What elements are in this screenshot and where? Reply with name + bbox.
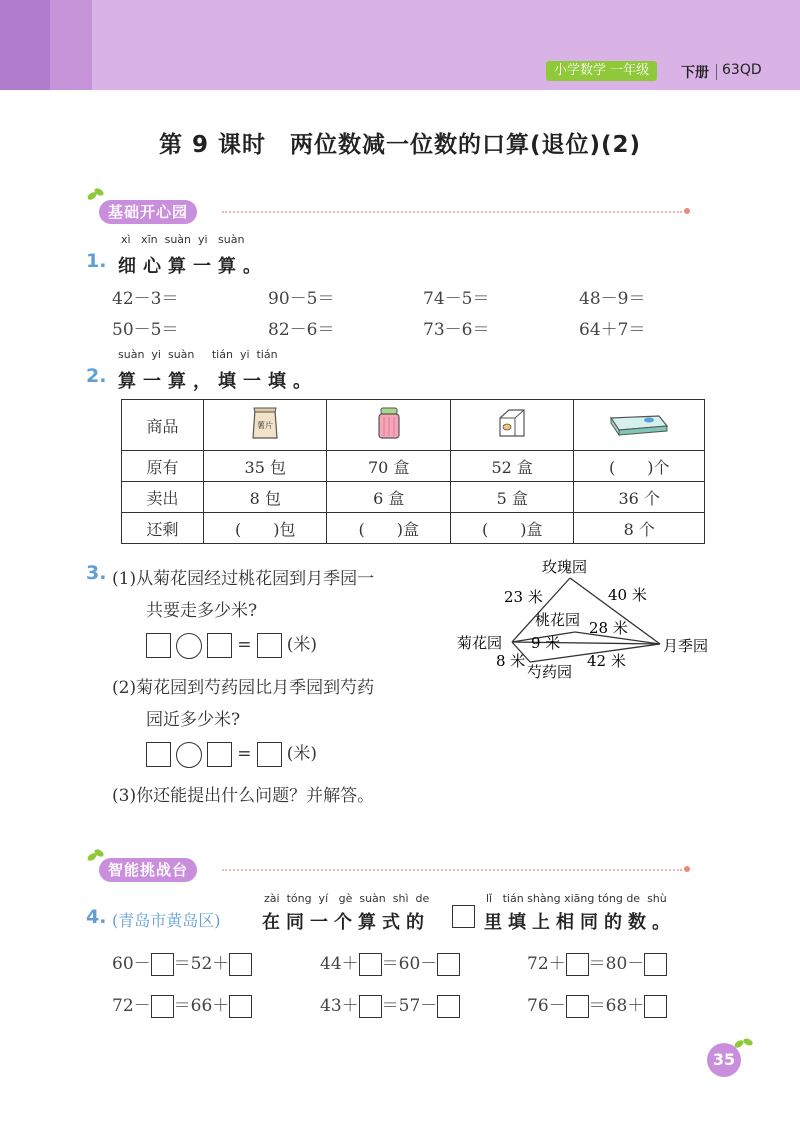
- table-cell-blank[interactable]: ( )包: [204, 513, 327, 544]
- chips-bag-icon: [248, 404, 282, 442]
- answer-box[interactable]: [437, 995, 460, 1018]
- table-cell-blank[interactable]: ( )个: [574, 451, 705, 482]
- q4-pinyin-b: lǐ tián shàng xiāng tóng de shù: [486, 892, 667, 905]
- distance-label: 42 米: [587, 652, 626, 670]
- eq-left: 44＋: [320, 954, 359, 974]
- equals-sign: =: [237, 635, 252, 655]
- eq-left: 60－: [112, 954, 151, 974]
- eq-left: 43＋: [320, 996, 359, 1016]
- eq-right: ＝66＋: [173, 996, 230, 1016]
- table-cell: 8 包: [204, 482, 327, 513]
- sample-box-icon: [452, 905, 475, 928]
- table-cell: 70 盒: [327, 451, 450, 482]
- grade-badge: 小学数学 一年级: [546, 61, 657, 81]
- distance-label: 9 米: [531, 634, 561, 652]
- section-badge-challenge: 智能挑战台: [99, 858, 197, 882]
- chips-bag-label: 薯片: [257, 421, 274, 430]
- table-cell: 35 包: [204, 451, 327, 482]
- answer-box[interactable]: [437, 953, 460, 976]
- goods-cell-candy: [327, 400, 450, 451]
- answer-box[interactable]: [257, 742, 282, 767]
- header-stripe-dark: [0, 0, 50, 90]
- answer-box[interactable]: [207, 742, 232, 767]
- q1-expr: 42－3＝: [112, 289, 179, 309]
- table-cell: 6 盒: [327, 482, 450, 513]
- eq-left: 72＋: [527, 954, 566, 974]
- book-code: 63QD: [722, 62, 762, 78]
- table-cell: 36 个: [574, 482, 705, 513]
- q2-number: 2.: [86, 365, 107, 387]
- answer-box[interactable]: [566, 995, 589, 1018]
- answer-box[interactable]: [644, 995, 667, 1018]
- divider-end-dot: [684, 208, 690, 214]
- q2-text: 算一算，填一填。: [118, 371, 318, 392]
- q1-text: 细心算一算。: [118, 256, 268, 277]
- q1-expr: 90－5＝: [268, 289, 335, 309]
- answer-box[interactable]: [359, 953, 382, 976]
- q4-pinyin-a: zài tóng yí gè suàn shì de: [264, 892, 430, 905]
- q3-part3: (3)你还能提出什么问题？并解答。: [112, 786, 375, 806]
- eq-left: 76－: [527, 996, 566, 1016]
- node-peony-garden: 芍药园: [527, 663, 573, 681]
- answer-box[interactable]: [151, 995, 174, 1018]
- section-divider: [222, 869, 682, 871]
- answer-box[interactable]: [146, 633, 171, 658]
- q3-part2-line2: 园近多少米?: [146, 710, 241, 730]
- table-cell-blank[interactable]: ( )盒: [327, 513, 450, 544]
- answer-box[interactable]: [566, 953, 589, 976]
- goods-cell-chips: [204, 400, 327, 451]
- header-stripe-mid: [50, 0, 92, 90]
- goods-cell-soap: [574, 400, 705, 451]
- operator-circle[interactable]: [176, 742, 202, 768]
- q1-expr: 48－9＝: [579, 289, 646, 309]
- garden-map: [455, 552, 725, 687]
- q1-expr: 82－6＝: [268, 320, 335, 340]
- section-divider: [222, 211, 682, 213]
- table-row-label: 卖出: [122, 482, 204, 513]
- distance-label: 8 米: [496, 652, 526, 670]
- q4-equation: [320, 949, 460, 976]
- table-row-label: 还剩: [122, 513, 204, 544]
- divider-end-dot: [684, 866, 690, 872]
- answer-box[interactable]: [146, 742, 171, 767]
- distance-label: 23 米: [504, 588, 543, 606]
- table-cell: 8 个: [574, 513, 705, 544]
- q3-part2-line1: (2)菊花园到芍药园比月季园到芍药: [112, 678, 375, 698]
- header-band: [0, 0, 800, 90]
- distance-label: 40 米: [608, 586, 647, 604]
- goods-table: [121, 399, 705, 544]
- equals-sign: =: [237, 744, 252, 764]
- q3-part1-line1: (1)从菊花园经过桃花园到月季园一: [112, 569, 375, 589]
- candy-jar-icon: [376, 404, 402, 442]
- distance-label: 28 米: [589, 619, 628, 637]
- q2-pinyin: suàn yi suàn tián yi tián: [118, 348, 278, 361]
- q3-answer-row-1: [146, 630, 317, 659]
- answer-box[interactable]: [359, 995, 382, 1018]
- eq-left: 72－: [112, 996, 151, 1016]
- table-cell: 52 盒: [450, 451, 573, 482]
- goods-cell-milk: [450, 400, 573, 451]
- answer-box[interactable]: [229, 995, 252, 1018]
- answer-box[interactable]: [207, 633, 232, 658]
- q3-part1-line2: 共要走多少米?: [146, 601, 258, 621]
- q4-equation: [112, 949, 252, 976]
- milk-carton-icon: [494, 404, 530, 442]
- q3-answer-row-2: [146, 739, 317, 768]
- q1-expr: 50－5＝: [112, 320, 179, 340]
- table-cell-blank[interactable]: ( )盒: [450, 513, 573, 544]
- eq-right: ＝60－: [381, 954, 438, 974]
- q4-text-b: 里填上相同的数。: [484, 912, 676, 933]
- eq-right: ＝68＋: [588, 996, 645, 1016]
- soap-box-icon: [607, 408, 671, 438]
- unit-label: (米): [286, 744, 317, 764]
- volume-label: 下册: [681, 65, 709, 81]
- table-row-label: 商品: [122, 400, 204, 451]
- answer-box[interactable]: [644, 953, 667, 976]
- eq-right: ＝80－: [588, 954, 645, 974]
- table-row-label: 原有: [122, 451, 204, 482]
- header-divider: [716, 64, 717, 80]
- q4-equation: [527, 949, 667, 976]
- answer-box[interactable]: [229, 953, 252, 976]
- q1-expr: 74－5＝: [423, 289, 490, 309]
- answer-box[interactable]: [151, 953, 174, 976]
- q4-equation: [112, 991, 252, 1018]
- answer-box[interactable]: [257, 633, 282, 658]
- q4-text-a: 在同一个算式的: [262, 912, 430, 933]
- q4-number: 4.: [86, 906, 107, 928]
- q1-pinyin: xì xīn suàn yi suàn: [121, 233, 245, 246]
- q4-equation: [320, 991, 460, 1018]
- unit-label: (米): [286, 635, 317, 655]
- eq-right: ＝52＋: [173, 954, 230, 974]
- q1-number: 1.: [86, 250, 107, 272]
- node-chrysanthemum-garden: 菊花园: [457, 634, 503, 652]
- q1-expr: 73－6＝: [423, 320, 490, 340]
- eq-right: ＝57－: [381, 996, 438, 1016]
- page-title: 第 9 课时 两位数减一位数的口算(退位)(2): [158, 132, 642, 158]
- table-cell: 5 盒: [450, 482, 573, 513]
- q4-source: (青岛市黄岛区): [112, 911, 221, 930]
- q3-number: 3.: [86, 562, 107, 584]
- page-number: 35: [707, 1043, 741, 1077]
- q1-expr: 64＋7＝: [579, 320, 646, 340]
- operator-circle[interactable]: [176, 633, 202, 659]
- section-badge-basics: 基础开心园: [99, 200, 197, 224]
- q4-equation: [527, 991, 667, 1018]
- node-moon-garden: 月季园: [663, 637, 709, 655]
- node-peach-garden: 桃花园: [535, 611, 581, 629]
- node-rose-garden: 玫瑰园: [542, 558, 588, 576]
